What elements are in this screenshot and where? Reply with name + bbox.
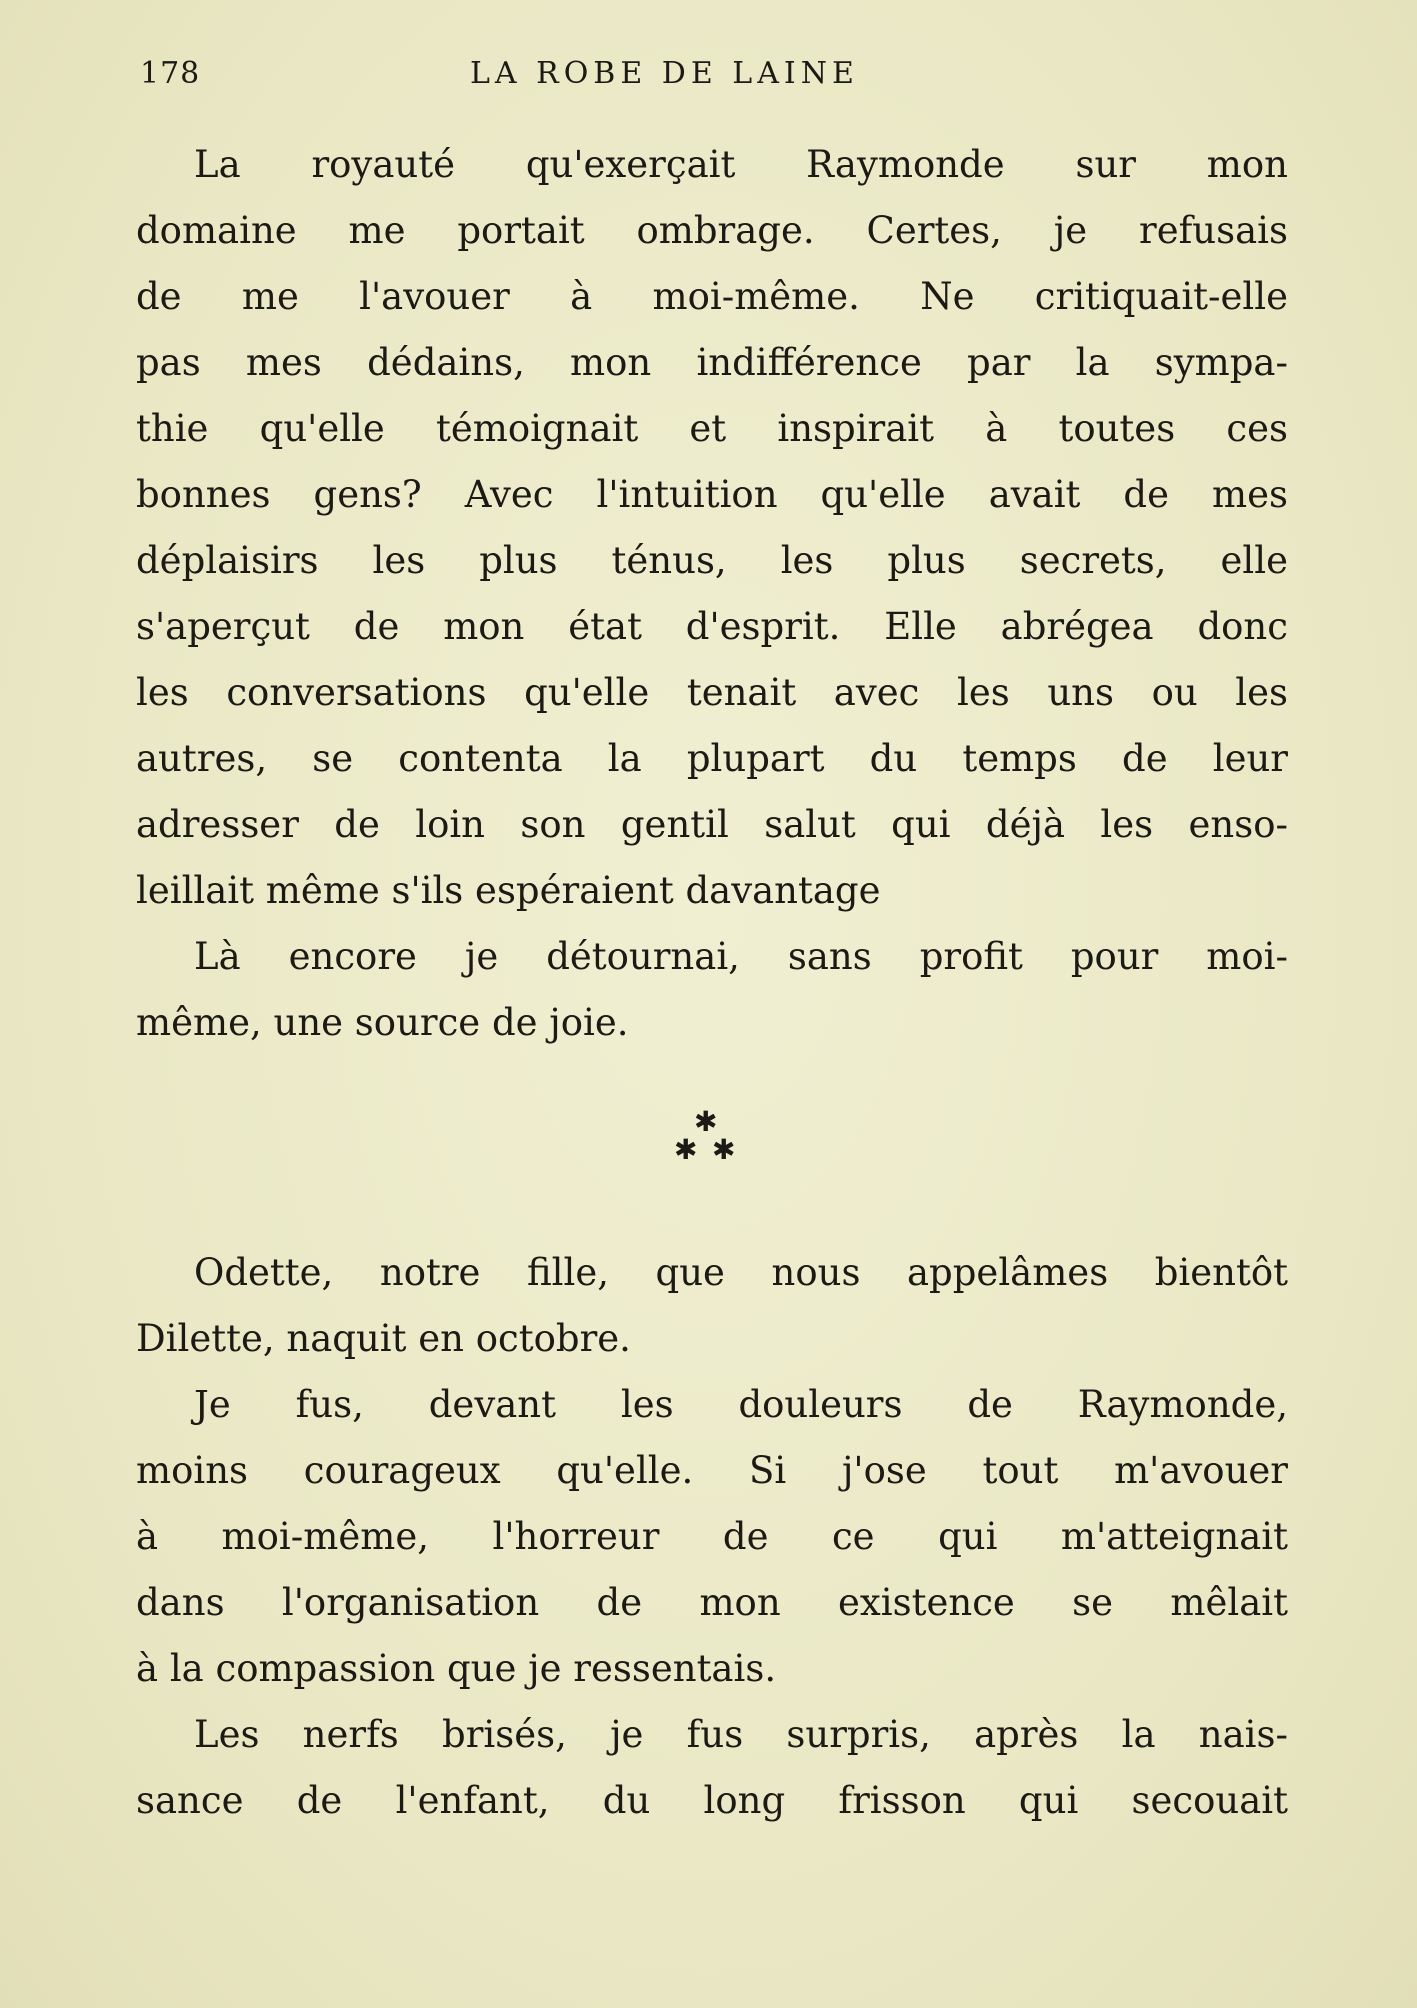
text-line: La royauté qu'exerçait Raymonde sur mon	[194, 143, 1288, 186]
text-line: adresser de loin son gentil salut qui déjà les enso-	[136, 803, 1288, 846]
asterism-separator	[660, 1105, 760, 1168]
text-block-second	[136, 1240, 1288, 1834]
text-line: Les nerfs brisés, je fus surpris, après la nais-	[194, 1713, 1288, 1756]
text-line: Dilette, naquit en octobre.	[136, 1317, 631, 1360]
text-line: Odette, notre fille, que nous appelâmes bientôt	[194, 1251, 1288, 1294]
text-line: les conversations qu'elle tenait avec les uns ou les	[136, 671, 1288, 714]
asterisk-icon: ✱	[694, 1105, 718, 1138]
asterisk-icon: ✱	[674, 1133, 698, 1166]
text-line: sance de l'enfant, du long frisson qui secouait	[136, 1779, 1288, 1822]
text-line: même, une source de joie.	[136, 1001, 629, 1044]
text-line: dans l'organisation de mon existence se mêlait	[136, 1581, 1288, 1624]
text-line: s'aperçut de mon état d'esprit. Elle abrégea donc	[136, 605, 1288, 648]
text-line: autres, se contenta la plupart du temps de leur	[136, 737, 1288, 780]
text-block-first	[136, 132, 1288, 1056]
text-line: déplaisirs les plus ténus, les plus secrets, elle	[136, 539, 1288, 582]
text-line: moins courageux qu'elle. Si j'ose tout m'avouer	[136, 1449, 1288, 1492]
asterisk-icon: ✱	[712, 1133, 736, 1166]
text-line: Je fus, devant les douleurs de Raymonde,	[194, 1383, 1288, 1426]
text-line: à moi-même, l'horreur de ce qui m'atteignait	[136, 1515, 1288, 1558]
running-head	[140, 56, 1290, 96]
text-line: de me l'avouer à moi-même. Ne critiquait-elle	[136, 275, 1288, 318]
text-line: pas mes dédains, mon indifférence par la sympa-	[136, 341, 1288, 384]
page-number: 178	[140, 56, 201, 91]
text-line: Là encore je détournai, sans profit pour moi-	[194, 935, 1288, 978]
text-line: domaine me portait ombrage. Certes, je refusais	[136, 209, 1288, 252]
text-line: thie qu'elle témoignait et inspirait à toutes ces	[136, 407, 1288, 450]
running-title: LA ROBE DE LAINE	[470, 56, 859, 91]
text-line: à la compassion que je ressentais.	[136, 1647, 777, 1690]
text-line: bonnes gens? Avec l'intuition qu'elle avait de mes	[136, 473, 1288, 516]
text-line: leillait même s'ils espéraient davantage	[136, 869, 881, 912]
